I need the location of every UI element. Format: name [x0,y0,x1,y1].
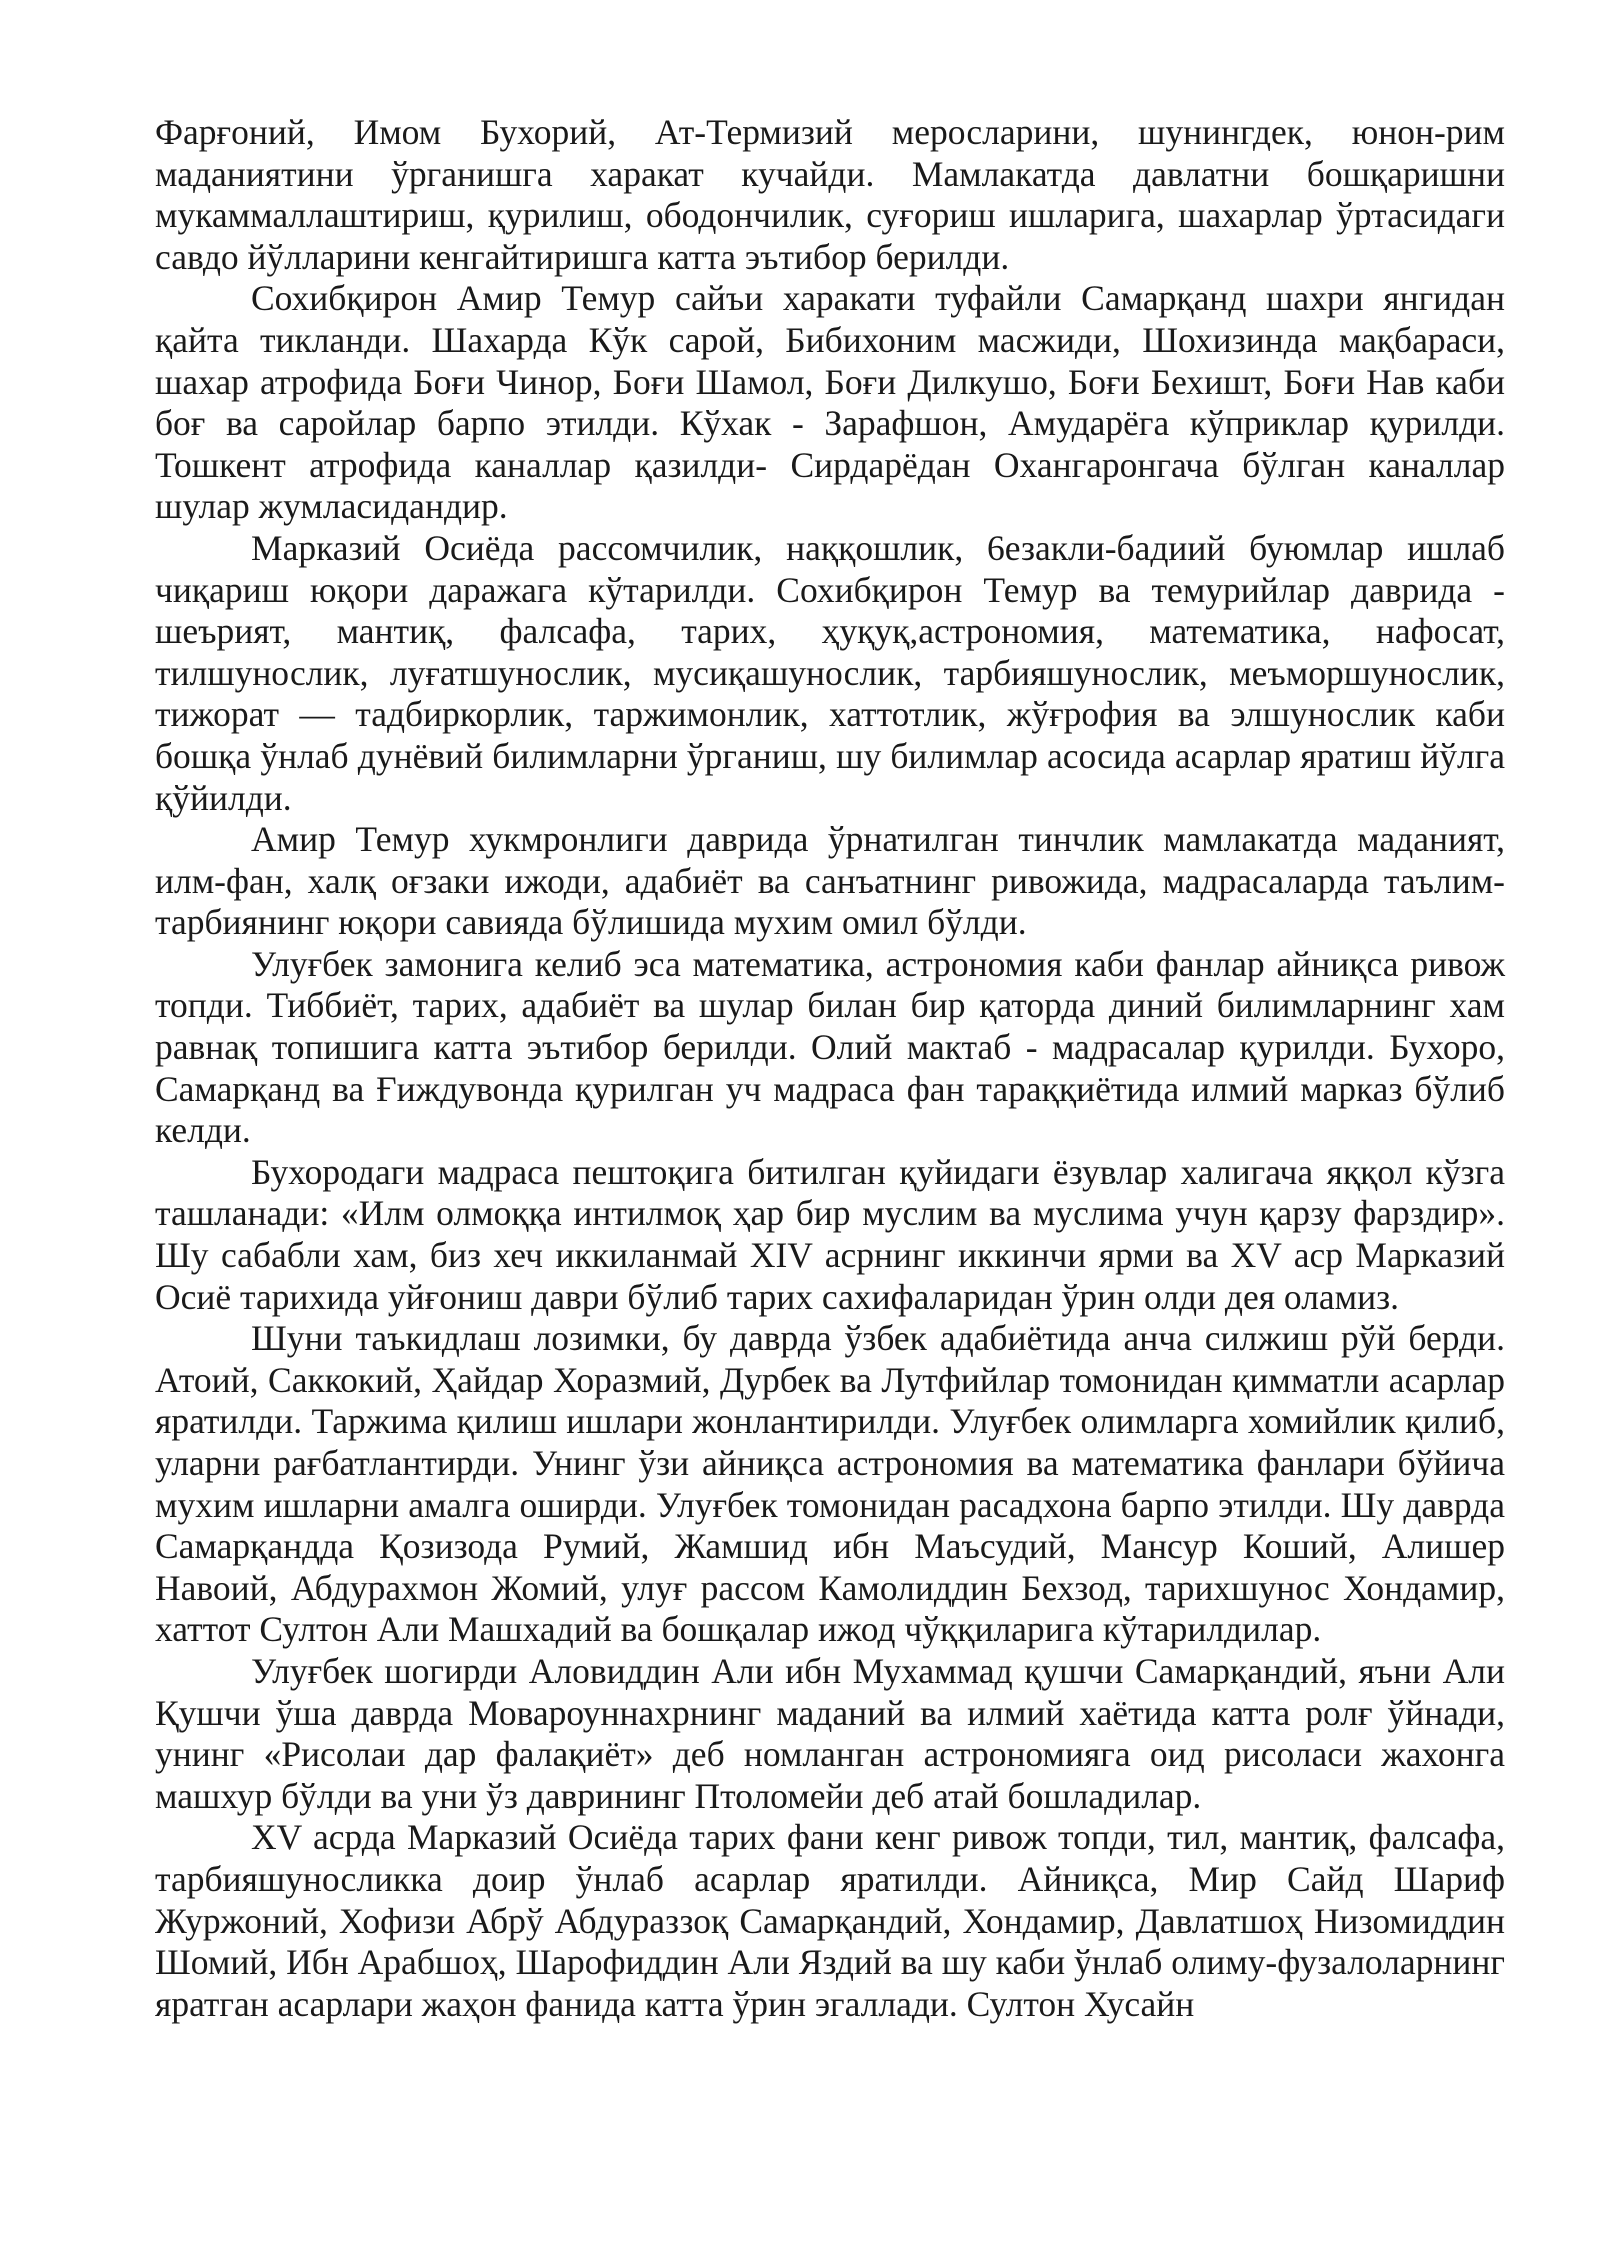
paragraph-7: Шуни таъкидлаш лозимки, бу даврда ўзбек адабиётида анча силжиш рўй берди. Атоий, Саккокий, Ҳайдар Хоразмий, Дурбек ва Лутфийлар томонидан қимматли асарлар яратилди. Таржима қилиш ишлари жонлантирилди. Улуғбек олимларга хомийлик қилиб, уларни рағбатлантирди. Унинг ўзи айниқса астрономия ва математика фанлари бўйича мухим ишларни амалга оширди. Улуғбек томонидан расадхона барпо этилди. Шу даврда Самарқандда Қозизода Румий, Жамшид ибн Маъсудий, Мансур Коший, Алишер Навоий, Абдурахмон Жомий, улуғ рассом Камолиддин Бехзод, тарихшунос Хондамир, хаттот Султон Али Машхадий ва бошқалар ижод чўққиларига кўтарилдилар. [155,1318,1505,1650]
paragraph-9: XV асрда Марказий Осиёда тарих фани кенг ривож топди, тил, мантиқ, фалсафа, тарбияшуносликка доир ўнлаб асарлар яратилди. Айниқса, Мир Сайд Шариф Журжоний, Хофизи Абрў Абдураззоқ Самарқандий, Хондамир, Давлатшоҳ Низомиддин Шомий, Ибн Арабшоҳ, Шарофиддин Али Яздий ва шу каби ўнлаб олиму-фузалоларнинг яратган асарлари жаҳон фанида катта ўрин эгаллади. Султон Хусайн [155,1817,1505,2024]
paragraph-4: Амир Темур хукмронлиги даврида ўрнатилган тинчлик мамлакатда маданият, илм-фан, халқ оғзаки ижоди, адабиёт ва санъатнинг ривожида, мадрасаларда таълим-тарбиянинг юқори савияда бўлишида мухим омил бўлди. [155,819,1505,943]
paragraph-1: Фарғоний, Имом Бухорий, Ат-Термизий меросларини, шунингдек, юнон-рим маданиятини ўрганишга харакат кучайди. Мамлакатда давлатни бошқаришни мукаммаллаштириш, қурилиш, ободончилик, суғориш ишларига, шахарлар ўртасидаги савдо йўлларини кенгайтиришга катта эътибор берилди. [155,112,1505,277]
paragraph-8: Улуғбек шогирди Аловиддин Али ибн Мухаммад қушчи Самарқандий, яъни Али Қушчи ўша даврда Мовароуннахрнинг маданий ва илмий хаётида катта ролғ ўйнади, унинг «Рисолаи дар фалақиёт» деб номланган астрономияга оид рисоласи жахонга машхур бўлди ва уни ўз даврининг Птоломейи деб атай бошладилар. [155,1650,1505,1816]
document-page [155,112,1505,2025]
paragraph-2: Сохибқирон Амир Темур сайъи харакати туфайли Самарқанд шахри янгидан қайта тикланди. Шахарда Кўк сарой, Бибихоним масжиди, Шохизинда мақбараси, шахар атрофида Боғи Чинор, Боғи Шамол, Боғи Дилкушо, Боғи Бехишт, Боғи Нав каби боғ ва саройлар барпо этилди. Кўхак - Зарафшон, Амударёга кўприклар қурилди. Тошкент атрофида каналлар қазилди- Сирдарёдан Охангаронгача бўлган каналлар шулар жумласидандир. [155,278,1505,527]
paragraph-6: Бухородаги мадраса пештоқига битилган қуйидаги ёзувлар халигача яққол кўзга ташланади: «Илм олмоққа интилмоқ ҳар бир муслим ва муслима учун қарзу фарздир». Шу сабабли хам, биз хеч иккиланмай XIV асрнинг иккинчи ярми ва XV аср Марказий Осиё тарихида уйғониш даври бўлиб тарих сахифаларидан ўрин олди дея оламиз. [155,1151,1505,1317]
paragraph-5: Улуғбек замонига келиб эса математика, астрономия каби фанлар айниқса ривож топди. Тиббиёт, тарих, адабиёт ва шулар билан бир қаторда диний билимларнинг хам равнақ топишига катта эътибор берилди. Олий мактаб - мадрасалар қурилди. Бухоро, Самарқанд ва Ғиждувонда қурилган уч мадраса фан тараққиётида илмий марказ бўлиб келди. [155,943,1505,1151]
paragraph-3: Марказий Осиёда рассомчилик, наққошлик, 6езакли-бадиий буюмлар ишлаб чиқариш юқори даражага кўтарилди. Сохибқирон Темур ва темурийлар даврида - шеърият, мантиқ, фалсафа, тарих, ҳуқуқ,астрономия, математика, нафосат, тилшунослик, луғатшунослик, мусиқашунослик, тарбияшунослик, меъморшунослик, тижорат — тадбиркорлик, таржимонлик, хаттотлик, жўғрофия ва элшунослик каби бошқа ўнлаб дунёвий билимларни ўрганиш, шу билимлар асосида асарлар яратиш йўлга қўйилди. [155,527,1505,818]
